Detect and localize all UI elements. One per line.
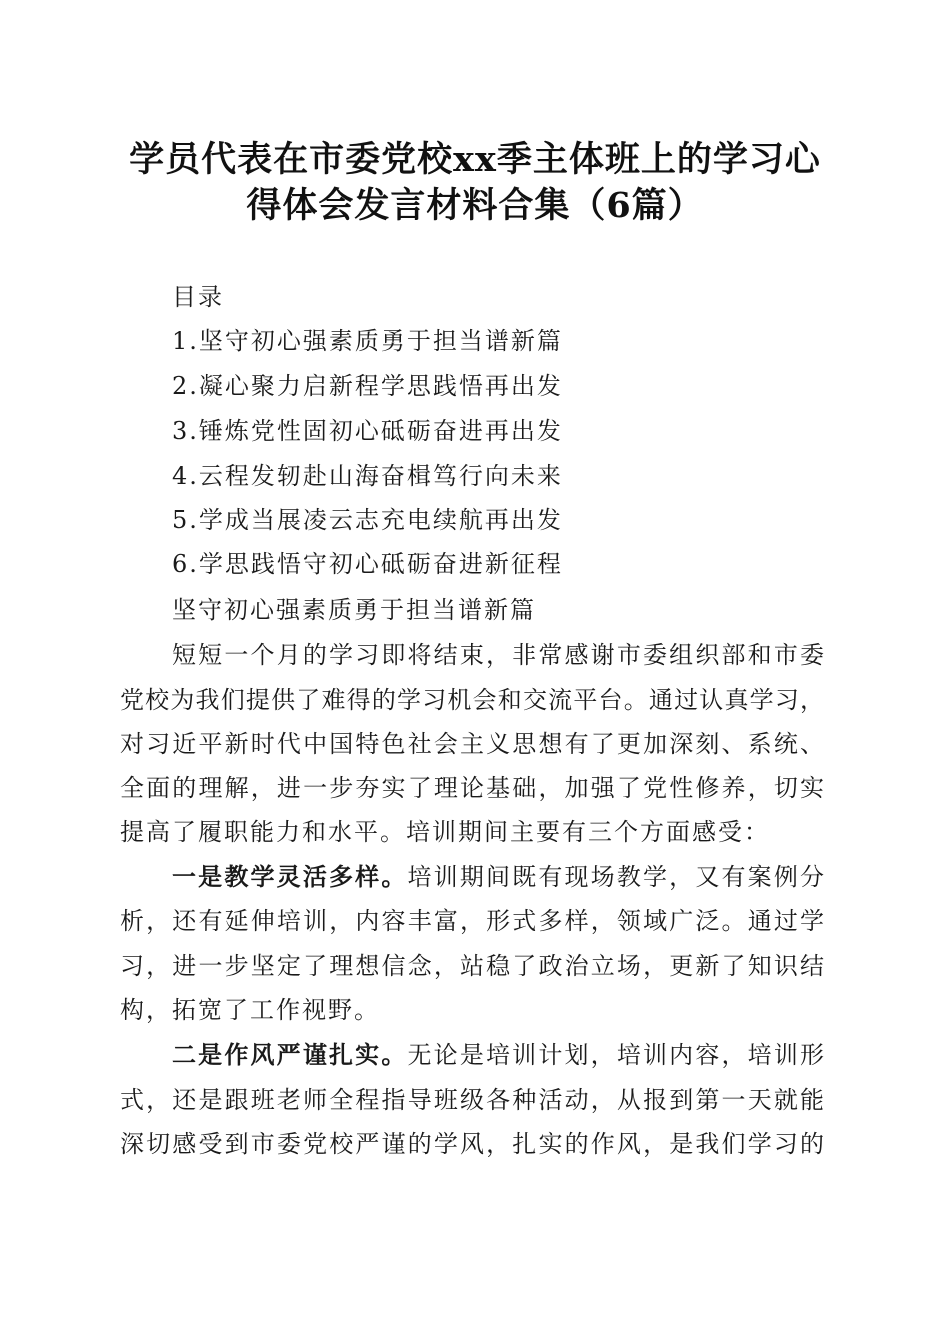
paragraph-line: 析，还有延伸培训，内容丰富，形式多样，领域广泛。通过学 bbox=[120, 907, 824, 935]
toc-item[interactable]: 6.学思践悟守初心砥砺奋进新征程 bbox=[172, 550, 563, 578]
toc-heading: 目录 bbox=[172, 283, 224, 311]
toc-item[interactable]: 2.凝心聚力启新程学思践悟再出发 bbox=[172, 372, 563, 400]
paragraph-lead: 二是作风严谨扎实。 bbox=[172, 1040, 408, 1069]
paragraph-lead: 一是教学灵活多样。 bbox=[172, 862, 408, 891]
toc-item[interactable]: 4.云程发轫赴山海奋楫笃行向未来 bbox=[172, 462, 563, 490]
paragraph-text: 无论是培训计划，培训内容，培训形 bbox=[407, 1041, 824, 1069]
section-heading: 坚守初心强素质勇于担当谱新篇 bbox=[172, 596, 536, 624]
paragraph-line: 构，拓宽了工作视野。 bbox=[120, 996, 380, 1024]
paragraph-line: 对习近平新时代中国特色社会主义思想有了更加深刻、系统、 bbox=[120, 730, 824, 758]
paragraph-text: 培训期间既有现场教学，又有案例分 bbox=[407, 863, 824, 891]
paragraph-line: 短短一个月的学习即将结束，非常感谢市委组织部和市委 bbox=[172, 641, 824, 669]
document-title-line-1: 学员代表在市委党校xx季主体班上的学习心 bbox=[129, 139, 821, 180]
paragraph-line: 式，还是跟班老师全程指导班级各种活动，从报到第一天就能 bbox=[120, 1086, 824, 1114]
paragraph-line bbox=[172, 1040, 824, 1070]
paragraph-line: 深切感受到市委党校严谨的学风，扎实的作风，是我们学习的 bbox=[120, 1130, 824, 1158]
paragraph-line: 习，进一步坚定了理想信念，站稳了政治立场，更新了知识结 bbox=[120, 952, 824, 980]
document-title-line-2: 得体会发言材料合集（6篇） bbox=[246, 185, 704, 226]
paragraph-line bbox=[172, 862, 824, 892]
paragraph-line: 全面的理解，进一步夯实了理论基础，加强了党性修养，切实 bbox=[120, 774, 824, 802]
toc-item[interactable]: 5.学成当展凌云志充电续航再出发 bbox=[172, 506, 563, 534]
paragraph-line: 提高了履职能力和水平。培训期间主要有三个方面感受： bbox=[120, 818, 770, 846]
toc-item[interactable]: 3.锤炼党性固初心砥砺奋进再出发 bbox=[172, 417, 563, 445]
toc-item[interactable]: 1.坚守初心强素质勇于担当谱新篇 bbox=[172, 327, 563, 355]
paragraph-line: 党校为我们提供了难得的学习机会和交流平台。通过认真学习， bbox=[120, 686, 824, 714]
